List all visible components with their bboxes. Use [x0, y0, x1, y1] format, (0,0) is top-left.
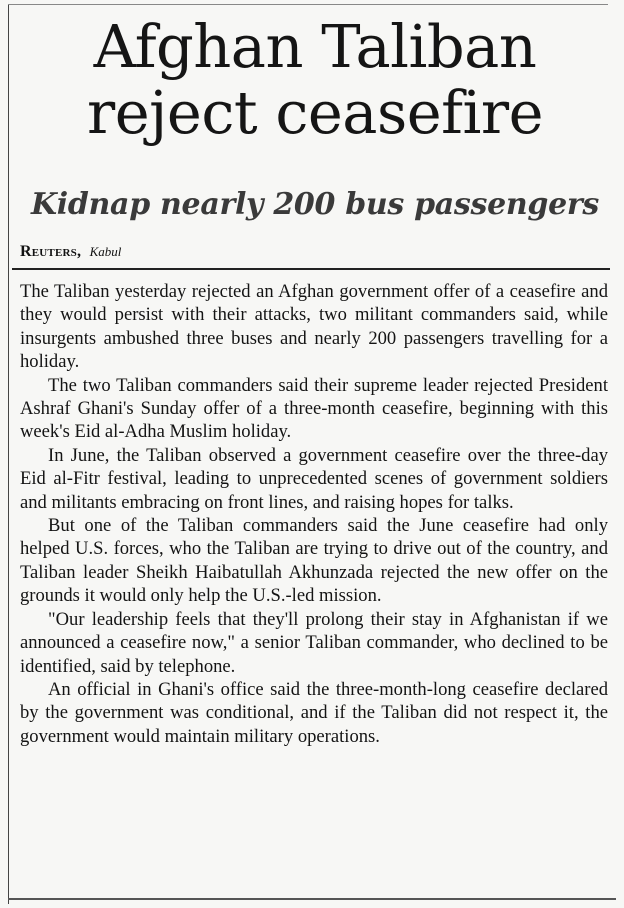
column-top-rule: [8, 4, 608, 5]
byline-agency: Reuters,: [20, 243, 82, 260]
article-paragraph: "Our leadership feels that they'll prolong their stay in Afghanistan if we announced a ceasefire now," a senior Taliban commander, who declined to be identified, said by telephone.: [20, 608, 608, 677]
article-subheadline: Kidnap nearly 200 bus passengers: [31, 187, 599, 222]
article-body: [20, 280, 608, 748]
article-paragraph: The two Taliban commanders said their supreme leader rejected President Ashraf Ghani's Sunday offer of a three-month ceasefire, beginning with this week's Eid al-Adha Muslim holiday.: [20, 374, 608, 443]
column-bottom-rule: [8, 898, 616, 900]
article-paragraph: But one of the Taliban commanders said the June ceasefire had only helped U.S. forces, who the Taliban are trying to drive out of the country, and Taliban leader Sheikh Haibatullah Akhunzada rejected the new offer on the grounds it would only help the U.S.-led mission.: [20, 515, 608, 607]
article-paragraph: An official in Ghani's office said the three-month-long ceasefire declared by the government was conditional, and if the Taliban did not respect it, the government would maintain military operations.: [20, 678, 608, 747]
headline-line-1: Afghan Taliban: [93, 12, 537, 81]
article-paragraph: The Taliban yesterday rejected an Afghan government offer of a ceasefire and they would persist with their attacks, two militant commanders said, while insurgents ambushed three buses and nearly 200 passengers travelling for a holiday.: [20, 281, 608, 373]
column-left-rule: [8, 4, 9, 904]
article-headline: [20, 14, 610, 146]
byline-location: Kabul: [89, 244, 122, 259]
byline: [20, 244, 121, 260]
article-paragraph: In June, the Taliban observed a government ceasefire over the three-day Eid al-Fitr festival, leading to unprecedented scenes of government soldiers and militants embracing on front lines, and raising hopes for talks.: [20, 444, 608, 513]
byline-divider: [12, 268, 610, 270]
headline-line-2: reject ceasefire: [87, 78, 543, 148]
